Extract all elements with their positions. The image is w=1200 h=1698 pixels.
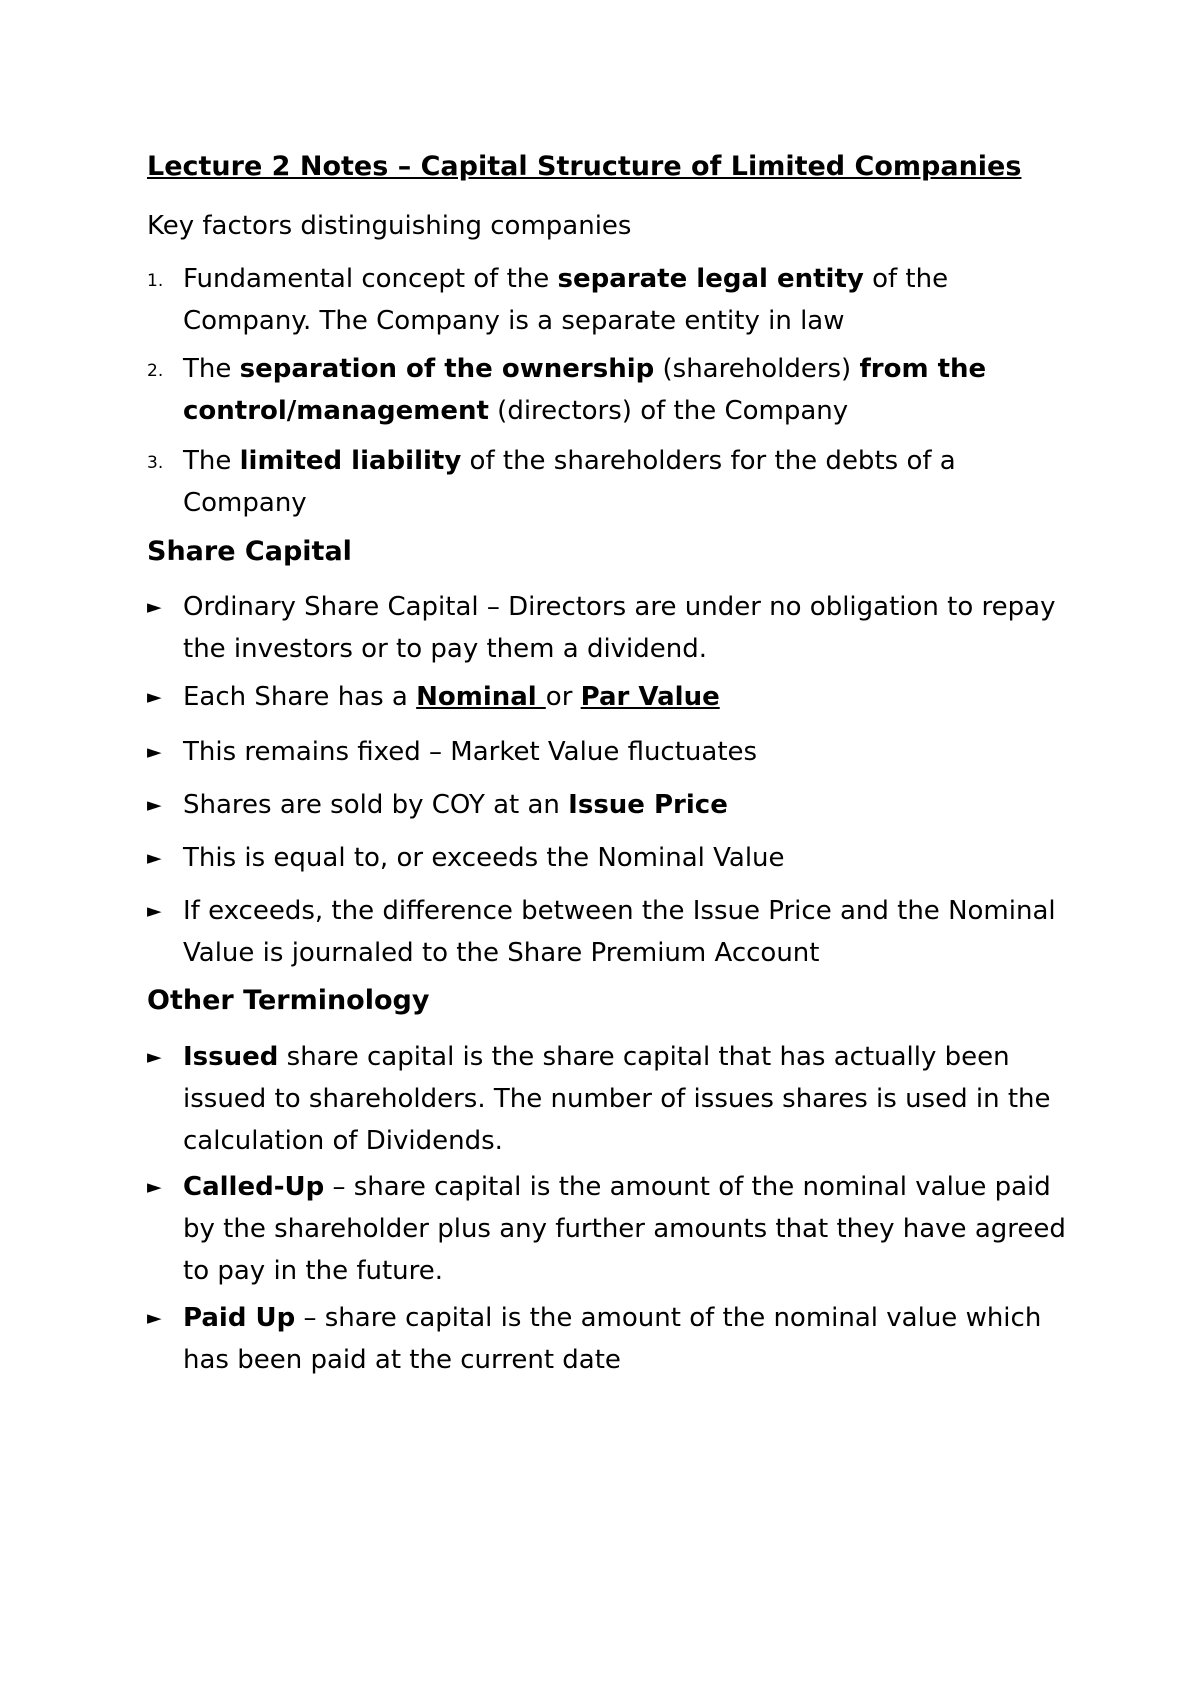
bold-term: Issue Price xyxy=(568,790,728,820)
bullet-arrow-icon: ► xyxy=(147,596,162,618)
bullet-text xyxy=(183,1297,1067,1381)
bold-term: from the control/management xyxy=(183,354,987,426)
list-number: 1. xyxy=(147,271,164,291)
list-number: 2. xyxy=(147,361,164,381)
bullet-text: This is equal to, or exceeds the Nominal Value xyxy=(183,843,785,873)
bullet-text: This remains fixed – Market Value fluctuates xyxy=(183,737,758,767)
numbered-item-1 xyxy=(147,258,1067,342)
numbered-item-3 xyxy=(147,440,1067,524)
bullet-item xyxy=(147,731,1067,773)
page-title: Lecture 2 Notes – Capital Structure of Limited Companies xyxy=(147,151,1022,182)
text-run: share capital is the share capital that has actually been issued to shareholders. The number of issues shares is used in the calculation of Dividends. xyxy=(183,1042,1051,1156)
text-run: Each Share has a xyxy=(183,682,417,712)
bullet-text xyxy=(183,1166,1067,1292)
text-run: (directors) of the Company xyxy=(488,396,849,426)
underlined-term: Nominal xyxy=(416,682,546,712)
bullet-item xyxy=(147,1166,1067,1292)
text-run: – share capital is the amount of the nominal value paid by the shareholder plus any further amounts that they have agreed to pay in the future. xyxy=(183,1172,1066,1286)
list-number: 3. xyxy=(147,453,164,473)
bold-term: separate legal entity xyxy=(557,264,864,294)
underlined-term: Par Value xyxy=(580,682,720,712)
text-run: The xyxy=(183,446,240,476)
bullet-text: If exceeds, the difference between the Issue Price and the Nominal Value is journaled to the Share Premium Account xyxy=(183,896,1056,968)
bullet-arrow-icon: ► xyxy=(147,900,162,922)
bullet-arrow-icon: ► xyxy=(147,1307,162,1329)
bullet-item xyxy=(147,676,1067,718)
bullet-text: Ordinary Share Capital – Directors are under no obligation to repay the investors or to pay them a dividend. xyxy=(183,592,1056,664)
bullet-text xyxy=(183,1036,1067,1162)
text-run: of the shareholders for the debts of a Company xyxy=(183,446,956,518)
bullet-text xyxy=(183,676,1067,718)
list-item-text xyxy=(183,348,1067,432)
numbered-item-2 xyxy=(147,348,1067,432)
bullet-item xyxy=(147,784,1067,826)
section-heading-other-terminology: Other Terminology xyxy=(147,985,430,1016)
bullet-arrow-icon: ► xyxy=(147,741,162,763)
text-run: Shares are sold by COY at an xyxy=(183,790,569,820)
text-run: – share capital is the amount of the nominal value which has been paid at the current date xyxy=(183,1303,1042,1375)
bullet-item xyxy=(147,1036,1067,1162)
bullet-item xyxy=(147,586,1067,670)
bullet-item xyxy=(147,890,1067,974)
text-run: or xyxy=(545,682,581,712)
text-run: of the Company. The Company is a separate entity in law xyxy=(183,264,949,336)
section-heading-share-capital: Share Capital xyxy=(147,536,352,567)
bullet-item xyxy=(147,837,1067,879)
text-run: (shareholders) xyxy=(654,354,860,384)
bullet-item xyxy=(147,1297,1067,1381)
bold-term: Paid Up xyxy=(183,1303,296,1333)
bold-term: Called-Up xyxy=(183,1172,325,1202)
text-run: Fundamental concept of the xyxy=(183,264,558,294)
text-run: The xyxy=(183,354,240,384)
bullet-arrow-icon: ► xyxy=(147,686,162,708)
bullet-arrow-icon: ► xyxy=(147,794,162,816)
intro-text: Key factors distinguishing companies xyxy=(147,211,632,241)
bold-term: Issued xyxy=(183,1042,279,1072)
list-item-text xyxy=(183,258,1067,342)
bold-term: separation of the ownership xyxy=(239,354,655,384)
bullet-arrow-icon: ► xyxy=(147,847,162,869)
bold-term: limited liability xyxy=(239,446,462,476)
list-item-text xyxy=(183,440,1067,524)
bullet-text xyxy=(183,784,1067,826)
bullet-arrow-icon: ► xyxy=(147,1176,162,1198)
bullet-arrow-icon: ► xyxy=(147,1046,162,1068)
